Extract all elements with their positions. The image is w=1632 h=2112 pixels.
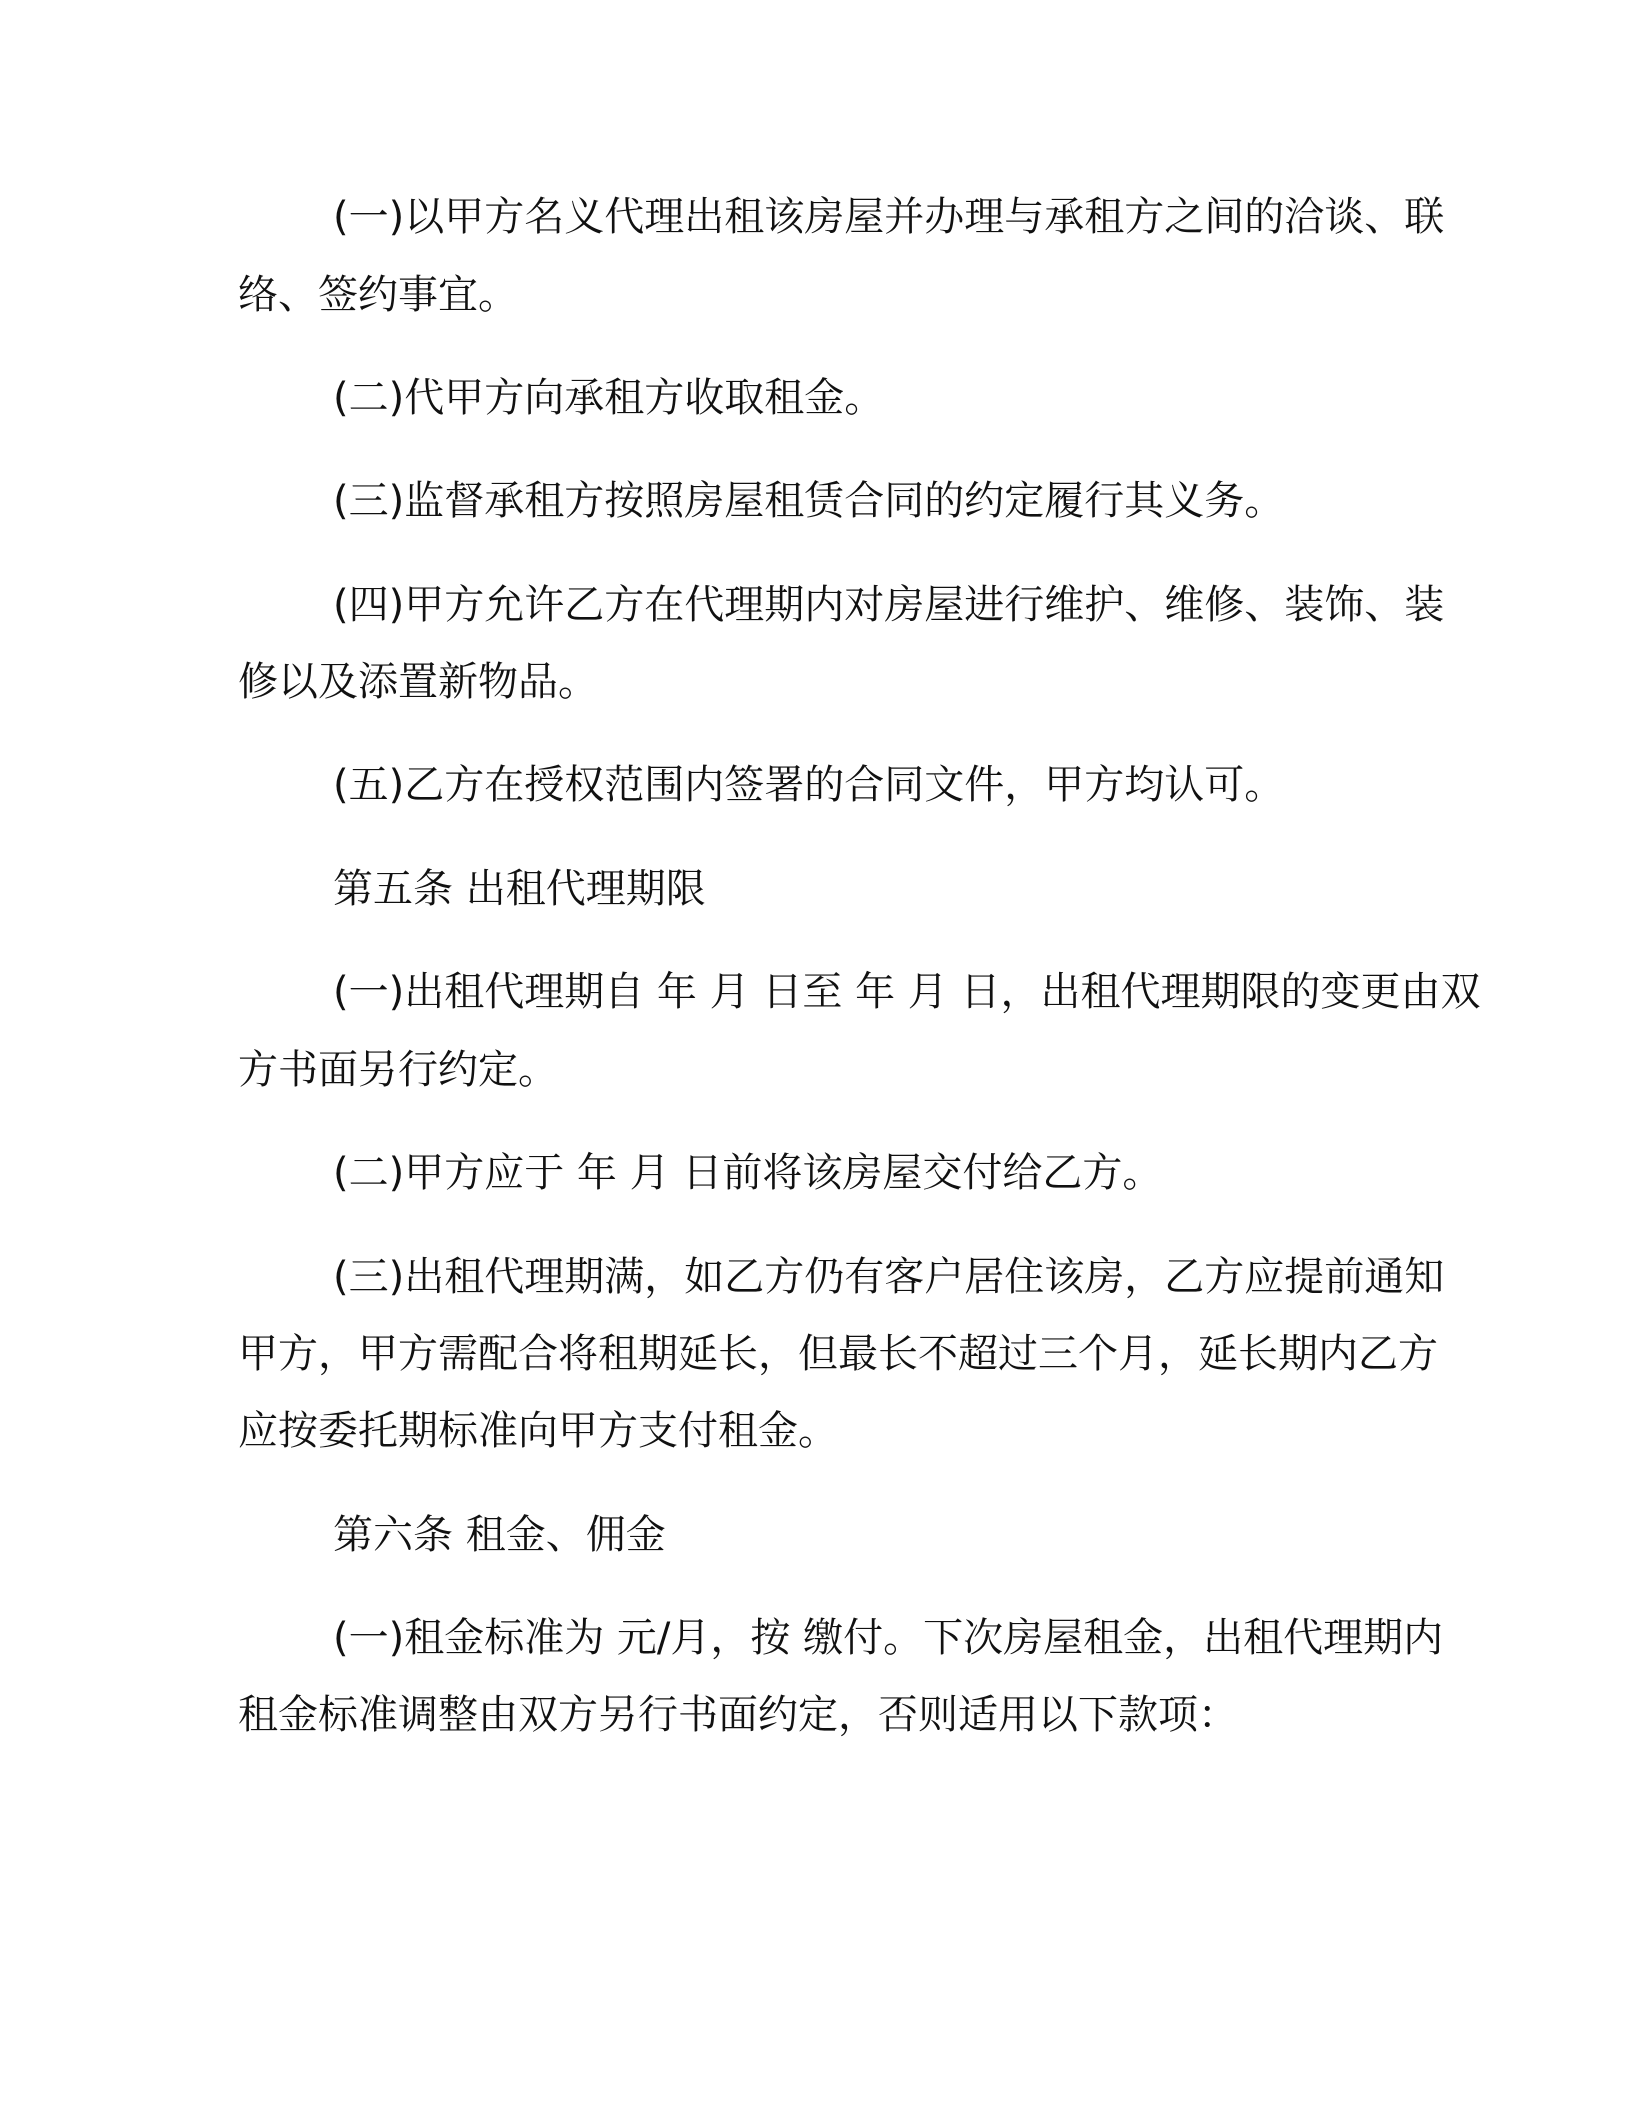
clause-4-1-line-1: (一)以甲方名义代理出租该房屋并办理与承租方之间的洽谈、联 [333, 194, 1445, 240]
clause-5-3-line-1: (三)出租代理期满，如乙方仍有客户居住该房，乙方应提前通知 [333, 1254, 1445, 1300]
clause-5-1-line-2: 方书面另行约定。 [238, 1047, 558, 1093]
clause-6-1-line-1: (一)租金标准为 元/月，按 缴付。下次房屋租金，出租代理期内 [333, 1615, 1444, 1661]
clause-6-1-line-2: 租金标准调整由双方另行书面约定，否则适用以下款项： [238, 1692, 1238, 1738]
clause-4-1-line-2: 络、签约事宜。 [238, 272, 518, 318]
clause-4-3: (三)监督承租方按照房屋租赁合同的约定履行其义务。 [333, 478, 1285, 524]
article-5-heading: 第五条 出租代理期限 [333, 866, 706, 912]
article-6-heading: 第六条 租金、佣金 [333, 1512, 666, 1558]
clause-4-5: (五)乙方在授权范围内签署的合同文件，甲方均认可。 [333, 762, 1285, 808]
clause-5-3-line-3: 应按委托期标准向甲方支付租金。 [238, 1408, 838, 1454]
clause-5-1-line-1: (一)出租代理期自 年 月 日至 年 月 日，出租代理期限的变更由双 [333, 969, 1481, 1015]
clause-5-2: (二)甲方应于 年 月 日前将该房屋交付给乙方。 [333, 1150, 1163, 1196]
clause-4-2: (二)代甲方向承租方收取租金。 [333, 375, 885, 421]
clause-4-4-line-2: 修以及添置新物品。 [238, 659, 598, 705]
clause-4-4-line-1: (四)甲方允许乙方在代理期内对房屋进行维护、维修、装饰、装 [333, 582, 1445, 628]
clause-5-3-line-2: 甲方，甲方需配合将租期延长，但最长不超过三个月，延长期内乙方 [238, 1331, 1438, 1377]
